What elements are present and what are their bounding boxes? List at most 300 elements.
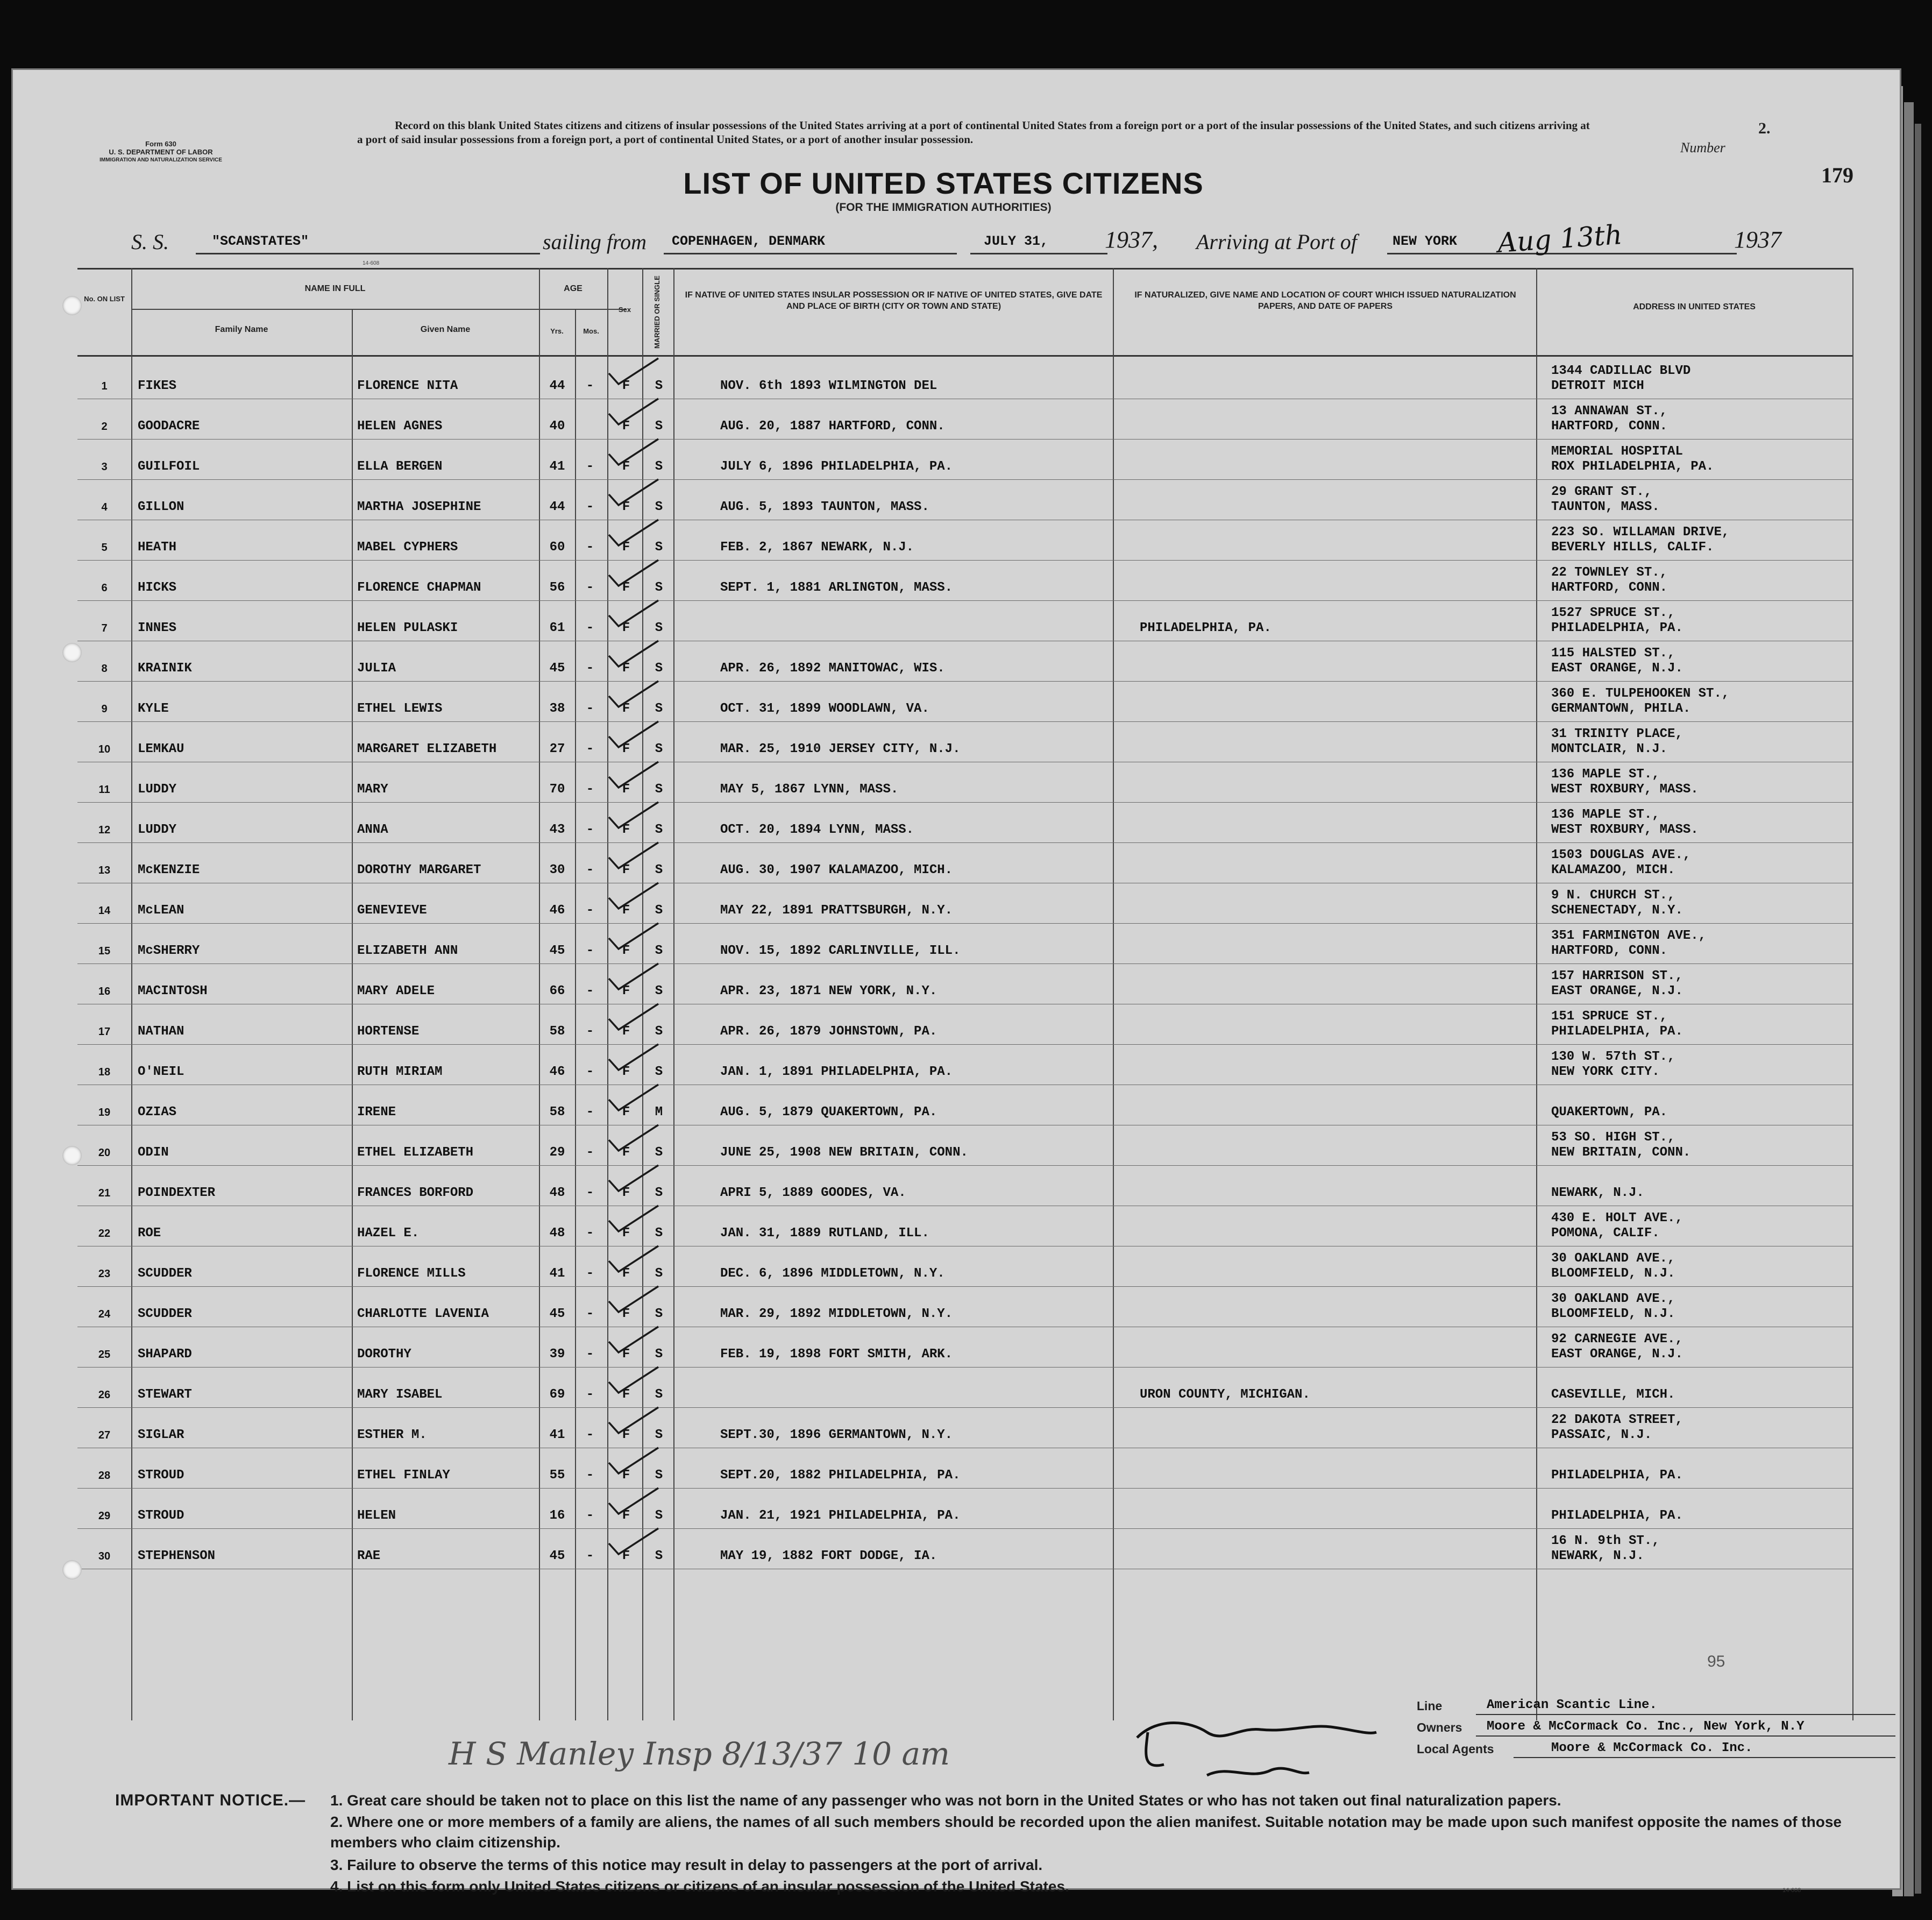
row-number: 3	[101, 461, 108, 473]
table-row	[77, 1166, 1852, 1205]
check-mark	[605, 1001, 664, 1033]
check-mark	[605, 476, 664, 508]
sex: F	[622, 1145, 630, 1160]
family-name: GOODACRE	[138, 419, 200, 434]
table-row	[77, 1368, 1852, 1407]
table-row	[77, 1247, 1852, 1286]
row-number: 19	[98, 1107, 111, 1118]
age-months: -	[586, 1145, 594, 1160]
agents-value: Moore & McCormack Co. Inc.	[1551, 1741, 1753, 1755]
birth-info: FEB. 2, 1867 NEWARK, N.J.	[720, 540, 914, 555]
age-years: 45	[549, 661, 565, 676]
marital-status: S	[655, 1428, 663, 1442]
given-name: ETHEL ELIZABETH	[357, 1145, 474, 1160]
marital-status: S	[655, 1347, 663, 1362]
row-number: 15	[98, 945, 111, 957]
passenger-rows	[77, 268, 1902, 1720]
age-months: -	[586, 903, 594, 918]
family-name: KYLE	[138, 702, 169, 716]
given-name: MARY ISABEL	[357, 1387, 443, 1402]
check-mark	[605, 1162, 664, 1194]
age-months: -	[586, 1186, 594, 1200]
marital-status: S	[655, 1508, 663, 1523]
family-name: GILLON	[138, 500, 184, 514]
given-name: HELEN	[357, 1508, 396, 1523]
header-given-name: Given Name	[420, 325, 471, 334]
age-months: -	[586, 459, 594, 474]
age-months: -	[586, 782, 594, 797]
address-line-1: 136 MAPLE ST.,	[1551, 807, 1660, 822]
check-mark	[605, 1525, 664, 1557]
sex: F	[622, 500, 630, 514]
age-months: -	[586, 944, 594, 958]
marital-status: S	[655, 1387, 663, 1402]
row-number: 23	[98, 1268, 111, 1280]
notice-title: IMPORTANT NOTICE.—	[115, 1791, 306, 1809]
given-name: FRANCES BORFORD	[357, 1186, 474, 1200]
row-divider	[77, 681, 1852, 682]
age-months: -	[586, 702, 594, 716]
sex: F	[622, 1266, 630, 1281]
check-mark	[605, 516, 664, 549]
age-years: 46	[549, 1065, 565, 1079]
family-name: POINDEXTER	[138, 1186, 216, 1200]
row-number: 18	[98, 1066, 111, 1078]
row-divider	[77, 923, 1852, 924]
table-row	[77, 1126, 1852, 1165]
check-mark	[605, 1444, 664, 1477]
family-name: O'NEIL	[138, 1065, 184, 1079]
sex: F	[622, 782, 630, 797]
age-months: -	[586, 742, 594, 756]
row-number: 10	[98, 743, 111, 755]
age-years: 45	[549, 1549, 565, 1563]
birth-info: NOV. 6th 1893 WILMINGTON DEL	[720, 379, 937, 393]
table-row	[77, 1005, 1852, 1044]
age-years: 43	[549, 823, 565, 837]
age-years: 27	[549, 742, 565, 756]
owners-label: Owners	[1417, 1720, 1462, 1734]
marital-status: S	[655, 782, 663, 797]
birth-info: APR. 26, 1879 JOHNSTOWN, PA.	[720, 1024, 937, 1039]
family-name: SHAPARD	[138, 1347, 192, 1362]
age-months: -	[586, 1387, 594, 1402]
birth-info: AUG. 30, 1907 KALAMAZOO, MICH.	[720, 863, 953, 877]
address-line-1: 136 MAPLE ST.,	[1551, 767, 1660, 782]
check-mark	[605, 1485, 664, 1517]
sex: F	[622, 540, 630, 555]
row-number: 5	[101, 542, 108, 554]
family-name: STEWART	[138, 1387, 192, 1402]
table-row	[77, 1287, 1852, 1326]
age-years: 58	[549, 1024, 565, 1039]
owners-underline	[1476, 1735, 1895, 1737]
birth-info: MAY 19, 1882 FORT DODGE, IA.	[720, 1549, 937, 1563]
birth-info: SEPT.20, 1882 PHILADELPHIA, PA.	[720, 1468, 961, 1483]
binder-hole	[62, 1560, 82, 1579]
marital-status: S	[655, 823, 663, 837]
sex: F	[622, 863, 630, 877]
birth-info: SEPT.30, 1896 GERMANTOWN, N.Y.	[720, 1428, 953, 1442]
address-line-2: HARTFORD, CONN.	[1551, 944, 1668, 958]
age-months: -	[586, 661, 594, 676]
table-row	[77, 561, 1852, 600]
birth-info: OCT. 31, 1899 WOODLAWN, VA.	[720, 702, 929, 716]
binder-hole	[62, 296, 82, 315]
family-name: STROUD	[138, 1468, 184, 1483]
address-line-2: NEW YORK CITY.	[1551, 1065, 1660, 1079]
address-line-2: ROX PHILADELPHIA, PA.	[1551, 459, 1714, 474]
age-years: 55	[549, 1468, 565, 1483]
table-row	[77, 1045, 1852, 1084]
row-number: 1	[101, 380, 108, 392]
marital-status: S	[655, 903, 663, 918]
record-instructions: Record on this blank United States citizens and citizens of insular possessions of the United States arriving at a port of continental United States from a foreign port or a port of the insular possessions of the United States, and such citizens arriving at a port of said insular possessions from a foreign port, a port of continental United States, or a port of another insular possession.	[357, 119, 1590, 146]
row-number: 20	[98, 1147, 111, 1159]
marital-status: S	[655, 1024, 663, 1039]
marital-status: S	[655, 1468, 663, 1483]
age-months: -	[586, 1105, 594, 1120]
table-row	[77, 682, 1852, 721]
age-years: 60	[549, 540, 565, 555]
page-subtitle: (FOR THE IMMIGRATION AUTHORITIES)	[835, 201, 1052, 214]
table-row	[77, 1489, 1852, 1528]
sex: F	[622, 379, 630, 393]
row-number: 7	[101, 622, 108, 634]
row-number: 26	[98, 1389, 111, 1401]
given-name: ESTHER M.	[357, 1428, 427, 1442]
address-line-1: 1503 DOUGLAS AVE.,	[1551, 848, 1691, 862]
age-years: 66	[549, 984, 565, 998]
header-age: AGE	[564, 284, 583, 293]
address-line-2: BEVERLY HILLS, CALIF.	[1551, 540, 1714, 555]
birth-info: MAR. 25, 1910 JERSEY CITY, N.J.	[720, 742, 961, 756]
sex: F	[622, 661, 630, 676]
page-number: 179	[1821, 163, 1853, 187]
given-name: HAZEL E.	[357, 1226, 420, 1241]
age-years: 45	[549, 1307, 565, 1321]
birth-info: NOV. 15, 1892 CARLINVILLE, ILL.	[720, 944, 961, 958]
birth-info: JAN. 1, 1891 PHILADELPHIA, PA.	[720, 1065, 953, 1079]
agents-underline	[1514, 1757, 1895, 1758]
check-mark	[605, 960, 664, 993]
header-name-in-full: NAME IN FULL	[304, 284, 366, 293]
age-years: 40	[549, 419, 565, 434]
sex: F	[622, 984, 630, 998]
row-number: 21	[98, 1187, 111, 1199]
sex: F	[622, 1347, 630, 1362]
age-months: -	[586, 984, 594, 998]
row-divider	[77, 1044, 1852, 1045]
row-divider	[77, 1528, 1852, 1529]
vessel-underline	[196, 253, 540, 254]
address-line-2: NEWARK, N.J.	[1551, 1549, 1644, 1563]
marital-status: S	[655, 702, 663, 716]
birth-info: JAN. 21, 1921 PHILADELPHIA, PA.	[720, 1508, 961, 1523]
age-months: -	[586, 379, 594, 393]
age-years: 41	[549, 1266, 565, 1281]
given-name: HORTENSE	[357, 1024, 420, 1039]
row-divider	[77, 721, 1852, 722]
age-months: -	[586, 540, 594, 555]
address-line-2: HARTFORD, CONN.	[1551, 419, 1668, 434]
given-name: IRENE	[357, 1105, 396, 1120]
given-name: MABEL CYPHERS	[357, 540, 458, 555]
header-sex: Sex	[618, 306, 631, 314]
table-row	[77, 1207, 1852, 1245]
age-years: 44	[549, 500, 565, 514]
naturalization-info: URON COUNTY, MICHIGAN.	[1140, 1387, 1310, 1402]
age-months: -	[586, 1307, 594, 1321]
age-months: -	[586, 1266, 594, 1281]
marital-status: S	[655, 459, 663, 474]
family-name: MACINTOSH	[138, 984, 208, 998]
address-line-2: TAUNTON, MASS.	[1551, 500, 1660, 514]
age-years: 44	[549, 379, 565, 393]
marital-status: S	[655, 742, 663, 756]
marital-status: S	[655, 540, 663, 555]
family-name: INNES	[138, 621, 177, 635]
marital-status: S	[655, 944, 663, 958]
check-mark	[605, 355, 664, 387]
given-name: FLORENCE CHAPMAN	[357, 580, 481, 595]
address-line-2: BLOOMFIELD, N.J.	[1551, 1266, 1675, 1281]
birth-info: SEPT. 1, 1881 ARLINGTON, MASS.	[720, 580, 953, 595]
row-divider	[77, 1407, 1852, 1408]
date-underline	[970, 253, 1107, 254]
address-line-1: 157 HARRISON ST.,	[1551, 969, 1683, 983]
check-mark	[605, 920, 664, 952]
family-name: McKENZIE	[138, 863, 200, 877]
row-divider	[77, 1286, 1852, 1287]
check-mark	[605, 1364, 664, 1396]
row-divider	[77, 1488, 1852, 1489]
page-stack-edge	[1904, 102, 1914, 1896]
given-name: RAE	[357, 1549, 381, 1563]
departure-port: COPENHAGEN, DENMARK	[672, 233, 826, 249]
birth-info: JAN. 31, 1889 RUTLAND, ILL.	[720, 1226, 929, 1241]
family-name: SCUDDER	[138, 1266, 192, 1281]
family-name: SCUDDER	[138, 1307, 192, 1321]
family-name: KRAINIK	[138, 661, 192, 676]
sex: F	[622, 944, 630, 958]
row-number: 9	[101, 703, 108, 715]
check-mark	[605, 557, 664, 589]
address-line-2: POMONA, CALIF.	[1551, 1226, 1660, 1241]
sex: F	[622, 459, 630, 474]
row-divider	[77, 842, 1852, 843]
header-address: ADDRESS IN UNITED STATES	[1633, 302, 1756, 311]
table-row	[77, 965, 1852, 1003]
address-line-1: 31 TRINITY PLACE,	[1551, 727, 1683, 741]
family-name: LUDDY	[138, 823, 177, 837]
age-years: 41	[549, 1428, 565, 1442]
sex: F	[622, 1307, 630, 1321]
ss-label: S. S.	[131, 230, 169, 254]
birth-info: MAY 22, 1891 PRATTSBURGH, N.Y.	[720, 903, 953, 918]
check-mark	[605, 1041, 664, 1073]
table-row	[77, 521, 1852, 559]
age-months: -	[586, 1508, 594, 1523]
sex: F	[622, 1065, 630, 1079]
given-name: MARGARET ELIZABETH	[357, 742, 497, 756]
naturalization-info: PHILADELPHIA, PA.	[1140, 621, 1272, 635]
row-number: 14	[98, 905, 111, 917]
sailing-year: 1937,	[1105, 226, 1158, 253]
table-row	[77, 601, 1852, 640]
page-title: LIST OF UNITED STATES CITIZENS	[683, 166, 1204, 200]
arrival-year: 1937	[1734, 226, 1781, 253]
age-years: 41	[549, 459, 565, 474]
table-row	[77, 844, 1852, 882]
row-divider	[77, 479, 1852, 480]
address-line-1: 16 N. 9th ST.,	[1551, 1534, 1660, 1548]
given-name: MARY ADELE	[357, 984, 435, 998]
passenger-table	[77, 268, 1902, 1720]
row-divider	[77, 963, 1852, 964]
given-name: JULIA	[357, 661, 396, 676]
address-line-1: 351 FARMINGTON AVE.,	[1551, 929, 1707, 943]
form-department: U. S. DEPARTMENT OF LABOR	[109, 148, 213, 156]
marital-status: S	[655, 1186, 663, 1200]
address-line-1: 115 HALSTED ST.,	[1551, 646, 1675, 661]
address-line-1: 430 E. HOLT AVE.,	[1551, 1211, 1683, 1225]
header-married-single: MARRIED OR SINGLE	[653, 275, 661, 349]
address-line-2: WEST ROXBURY, MASS.	[1551, 823, 1699, 837]
row-number: 4	[101, 501, 108, 513]
notice-item: 2. Where one or more members of a family are aliens, the names of all such members should be recorded upon the alien manifest. Suitable notation may be made upon such manifest opposite the names of those members who claim citizenship.	[330, 1813, 1842, 1851]
row-divider	[77, 1165, 1852, 1166]
port-underline	[664, 253, 957, 254]
check-mark	[605, 1323, 664, 1356]
age-years: 45	[549, 944, 565, 958]
check-mark	[605, 1404, 664, 1436]
vessel-name: "SCANSTATES"	[212, 233, 309, 249]
address-line-2: PHILADELPHIA, PA.	[1551, 1508, 1683, 1523]
given-name: CHARLOTTE LAVENIA	[357, 1307, 489, 1321]
check-mark	[605, 839, 664, 872]
sex: F	[622, 419, 630, 434]
birth-info: APR. 23, 1871 NEW YORK, N.Y.	[720, 984, 937, 998]
family-name: McSHERRY	[138, 944, 200, 958]
family-name: McLEAN	[138, 903, 184, 918]
address-line-2: NEW BRITAIN, CONN.	[1551, 1145, 1691, 1160]
age-years: 70	[549, 782, 565, 797]
form-code: 14-608	[363, 260, 380, 266]
address-line-1: 13 ANNAWAN ST.,	[1551, 404, 1668, 419]
row-divider	[77, 802, 1852, 803]
row-number: 28	[98, 1470, 111, 1482]
address-line-2: BLOOMFIELD, N.J.	[1551, 1307, 1675, 1321]
given-name: DOROTHY MARGARET	[357, 863, 481, 877]
check-mark	[605, 718, 664, 750]
table-row	[77, 440, 1852, 479]
row-number: 8	[101, 663, 108, 675]
given-name: HELEN PULASKI	[357, 621, 458, 635]
address-line-1: 22 DAKOTA STREET,	[1551, 1413, 1683, 1427]
given-name: ETHEL LEWIS	[357, 702, 443, 716]
table-row	[77, 400, 1852, 438]
manifest-page	[13, 70, 1900, 1895]
address-line-2: NEWARK, N.J.	[1551, 1186, 1644, 1200]
table-row	[77, 359, 1852, 398]
row-divider	[77, 600, 1852, 601]
sailing-date: JULY 31,	[984, 233, 1049, 249]
check-mark	[605, 1243, 664, 1275]
birth-info: APRI 5, 1889 GOODES, VA.	[720, 1186, 906, 1200]
page-stack-edge	[1915, 124, 1921, 1894]
agents-label: Local Agents	[1417, 1742, 1494, 1756]
age-years: 46	[549, 903, 565, 918]
check-mark	[605, 759, 664, 791]
given-name: GENEVIEVE	[357, 903, 427, 918]
check-mark	[605, 1122, 664, 1154]
notice-item: 3. Failure to observe the terms of this notice may result in delay to passengers at the port of arrival.	[330, 1857, 1043, 1873]
table-row	[77, 884, 1852, 923]
given-name: ELIZABETH ANN	[357, 944, 458, 958]
address-line-2: CASEVILLE, MICH.	[1551, 1387, 1675, 1402]
check-mark	[605, 395, 664, 428]
line-label: Line	[1417, 1699, 1443, 1713]
address-line-1: 30 OAKLAND AVE.,	[1551, 1292, 1675, 1306]
age-years: 38	[549, 702, 565, 716]
master-signature	[1126, 1705, 1384, 1797]
row-number: 24	[98, 1308, 111, 1320]
row-number: 27	[98, 1429, 111, 1441]
age-years: 29	[549, 1145, 565, 1160]
address-line-2: QUAKERTOWN, PA.	[1551, 1105, 1668, 1120]
marital-status: S	[655, 1307, 663, 1321]
marital-status: S	[655, 419, 663, 434]
header-no: No. ON LIST	[84, 295, 125, 303]
birth-info: DEC. 6, 1896 MIDDLETOWN, N.Y.	[720, 1266, 945, 1281]
sex: F	[622, 1186, 630, 1200]
age-months: -	[586, 823, 594, 837]
given-name: ETHEL FINLAY	[357, 1468, 450, 1483]
sex: F	[622, 1024, 630, 1039]
age-months: -	[586, 621, 594, 635]
arrival-date-handwritten: Aug 13th	[1496, 218, 1623, 259]
line-value: American Scantic Line.	[1487, 1698, 1657, 1712]
birth-info: FEB. 19, 1898 FORT SMITH, ARK.	[720, 1347, 953, 1362]
table-row	[77, 642, 1852, 681]
notice-item: 4. List on this form only United States citizens or citizens of an insular possession of the United States.	[330, 1878, 1069, 1895]
family-name: LEMKAU	[138, 742, 184, 756]
family-name: GUILFOIL	[138, 459, 200, 474]
binder-hole	[62, 1146, 82, 1165]
address-line-1: 130 W. 57th ST.,	[1551, 1050, 1675, 1064]
address-line-2: HARTFORD, CONN.	[1551, 580, 1668, 595]
row-divider	[77, 439, 1852, 440]
form-number: Form 630	[145, 140, 176, 148]
marital-status: S	[655, 1145, 663, 1160]
birth-info: AUG. 5, 1879 QUAKERTOWN, PA.	[720, 1105, 937, 1120]
arriving-label: Arriving at Port of	[1196, 230, 1357, 254]
age-years: 39	[549, 1347, 565, 1362]
sex: F	[622, 823, 630, 837]
birth-info: MAY 5, 1867 LYNN, MASS.	[720, 782, 899, 797]
sex: F	[622, 1468, 630, 1483]
form-service: IMMIGRATION AND NATURALIZATION SERVICE	[100, 157, 222, 163]
address-line-2: PHILADELPHIA, PA.	[1551, 1468, 1683, 1483]
marital-status: M	[655, 1105, 663, 1120]
header-birth: IF NATIVE OF UNITED STATES INSULAR POSSESSION OR IF NATIVE OF UNITED STATES, GIVE DATE AND PLACE OF BIRTH (CITY OR TOWN AND STATE)	[685, 291, 1103, 311]
address-line-2: GERMANTOWN, PHILA.	[1551, 702, 1691, 716]
header-naturalized: IF NATURALIZED, GIVE NAME AND LOCATION OF COURT WHICH ISSUED NATURALIZATION PAPERS, AND DATE OF PAPERS	[1134, 291, 1516, 311]
address-line-2: SCHENECTADY, N.Y.	[1551, 903, 1683, 918]
check-mark	[605, 1081, 664, 1114]
header-yrs: Yrs.	[550, 327, 564, 335]
